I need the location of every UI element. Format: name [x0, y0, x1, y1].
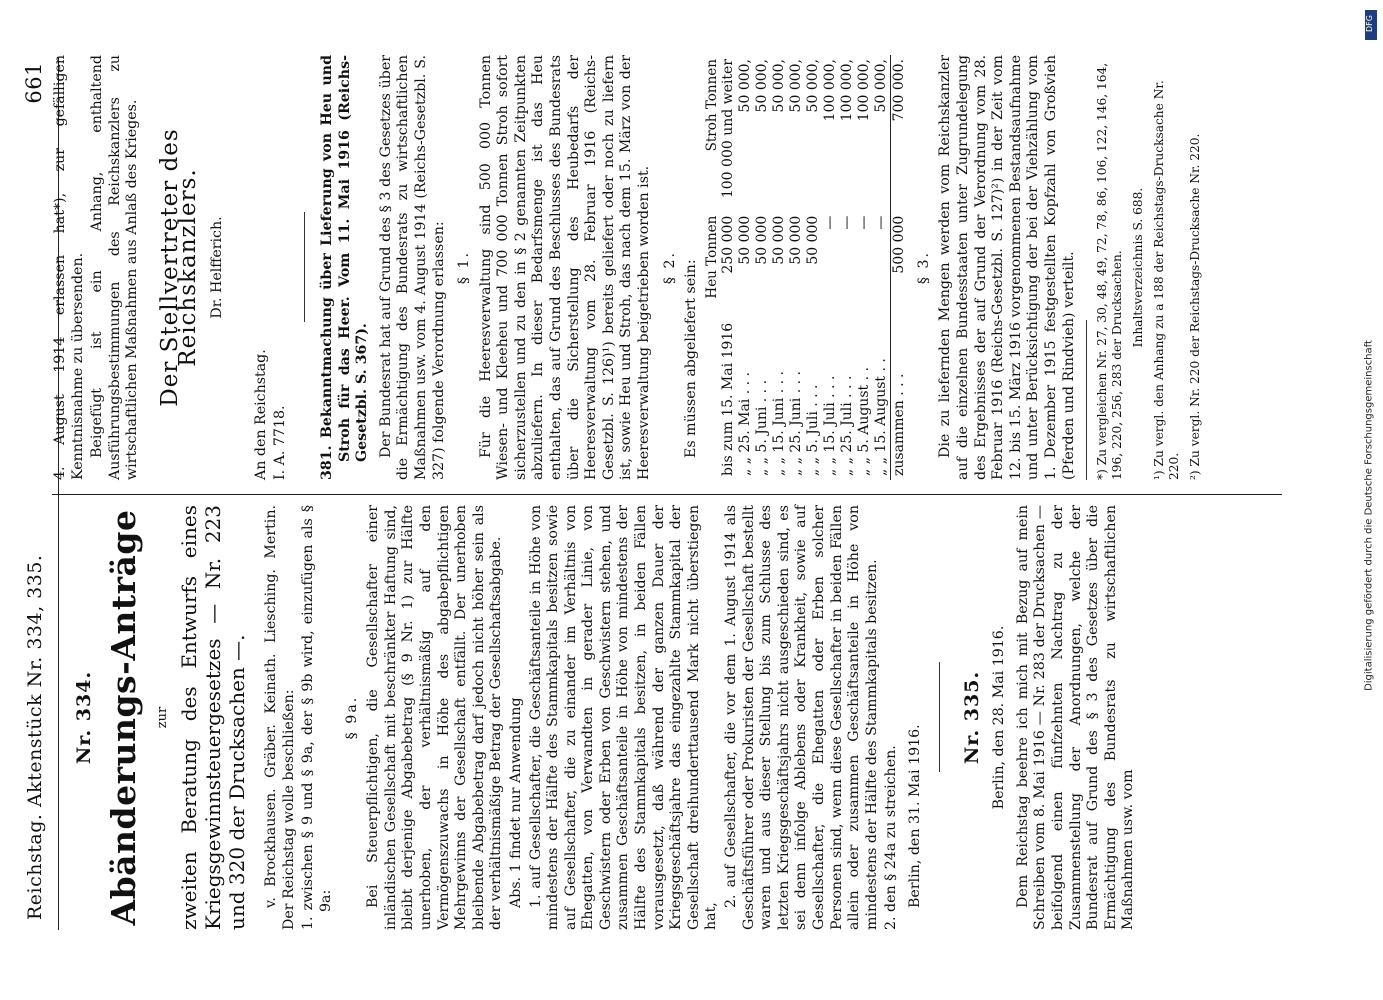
separator	[939, 663, 940, 773]
table-cell: 100 000 und weiter	[719, 59, 736, 199]
table-row	[873, 55, 891, 480]
page-number: 661	[22, 62, 46, 104]
table-cell: „ „ 15. August . .	[872, 358, 889, 476]
table-cell: 50 000,	[770, 59, 787, 113]
paragraph: Es müssen abgeliefert sein:	[683, 259, 700, 458]
table-row	[788, 55, 805, 480]
table-cell: 100 000,	[821, 59, 838, 122]
table-header-row	[705, 55, 720, 480]
paragraph: Abs. 1 findet nur Anwendung	[507, 697, 524, 908]
digitization-note-text: Digitalisierung gefördert durch die Deutsche Forschungsgemeinschaft	[1363, 340, 1375, 691]
table-cell: bis zum 15. Mai 1916	[719, 322, 736, 476]
delivery-table	[705, 55, 908, 480]
table-cell: —	[821, 215, 838, 230]
table-row	[856, 55, 873, 480]
paragraph: Beigefügt ist ein Anhang, enthaltend Ausführungsbestimmungen des Reichskanzlers zu wirtschaftlichen Maßnahmen aus Anlaß des Krieges.	[89, 55, 141, 480]
reference-number: I. A. 7718.	[272, 405, 289, 480]
table-header-cell: Stroh Tonnen	[703, 59, 720, 152]
table-row	[805, 55, 822, 480]
dfg-logo	[1365, 10, 1377, 40]
section-381-heading: 381. Bekanntmachung über Lieferung von Heu und Stroh für das Heer. Vom 11. Mai 1916 (Reichs-Gesetzbl. S. 367).	[318, 55, 371, 480]
header-title: Reichstag. Aktenstück Nr. 334, 335.	[24, 554, 46, 920]
footnote: ¹) Zu vergl. den Anhang zu a 188 der Reichstags-Drucksache Nr. 220.	[1152, 80, 1182, 480]
date-line: Berlin, den 31. Mai 1916.	[906, 724, 923, 908]
paragraph: 1. auf Gesellschafter, die Geschäftsanteile in Höhe von mindestens der Hälfte des Stammkapitals besitzen sowie auf Gesellschafter, die zu einander im Verhältnis von Ehegatten, von Verwandten in gerader Linie, von Geschwistern oder Erben von Geschwistern stehen, und zusammen Geschäftsanteile in Höhe von mindestens der Hälfte des Stammkapitals besitzen, in beiden Fällen vorausgesetzt, daß während der ganzen Dauer der Kriegsgeschäftsjahre das eingezahlte Stammkapital der Gesellschaft dreihunderttausend Mark nicht überstiegen hat,	[527, 505, 720, 930]
paragraph: Der Bundesrat hat auf Grund des § 3 des Gesetzes über die Ermächtigung des Bundesrats zu wirtschaftlichen Maßnahmen usw. vom 4. August 1914 (Reichs-Gesetzbl. S. 327) folgende Verordnung erlassen:	[377, 55, 447, 480]
table-cell: 100 000,	[838, 59, 855, 122]
table-cell: „ „ 15. Juni . . .	[770, 371, 787, 476]
section-1-label: § 1.	[456, 250, 473, 285]
table-cell: 50 000,	[753, 59, 770, 113]
table-cell: 700 000.	[890, 55, 908, 212]
zur-label: zur	[154, 706, 170, 729]
table-row	[737, 55, 754, 480]
footnote: Inhaltsverzeichnis S. 688.	[1131, 187, 1146, 348]
item-1: 1. zwischen § 9 und § 9a, der § 9b wird, einzufügen als § 9a:	[300, 505, 334, 930]
addressee: An den Reichstag.	[252, 349, 269, 480]
doc-number-334: Nr. 334.	[73, 670, 95, 765]
digitization-note	[1359, 60, 1381, 980]
table-row	[720, 55, 737, 480]
table-cell: „ „ 5. Juni . . .	[753, 379, 770, 476]
table-cell: „ „ 25. Juni . . .	[787, 371, 804, 476]
table-cell: 500 000	[890, 212, 908, 309]
table-cell: 50 000,	[787, 59, 804, 113]
table-header-cell: Heu Tonnen	[703, 215, 720, 299]
paragraph: 2. auf Gesellschafter, die vor dem 1. August 1914 als Geschäftsführer oder Prokuristen der Gesellschaft bestellt waren und aus dieser Stellung bis zum Schlusse des letzten Kriegsgeschäftsjahrs nicht ausgeschieden sind, es sei denn infolge Ablebens oder Krankheit, sowie auf Gesellschafter, die Ehegatten oder Erben solcher Personen sind, wenn diese Gesellschafter in beiden Fällen allein oder zusammen Geschäftsanteile in Höhe von mindestens der Hälfte des Stammkapitals besitzen.	[723, 505, 880, 930]
section-2-label: § 2.	[661, 250, 678, 285]
table-cell: —	[855, 215, 872, 230]
table-row	[822, 55, 839, 480]
column-divider	[52, 494, 1282, 495]
table-row	[771, 55, 788, 480]
paragraph: Dem Reichstag beehre ich mich mit Bezug auf mein Schreiben vom 8. Mai 1916 — Nr. 283 der Drucksachen — beifolgend einen fünfzehnten Nachtrag zu der Zusammenstellung der Anordnungen, welche der Bundesrat auf Grund des § 3 des Gesetzes über die Ermächtigung des Bundesrats zu wirtschaftlichen Maßnahmen usw. vom	[1014, 505, 1137, 930]
table-cell: 250 000	[719, 215, 736, 274]
running-header	[20, 50, 56, 950]
table-cell: zusammen . . .	[890, 308, 908, 480]
item-2: 2. den § 24a zu streichen.	[883, 745, 900, 930]
table-cell: „ „ 5. August . .	[855, 367, 872, 476]
table-cell: 50 000	[736, 215, 753, 265]
table-cell: 50 000,	[736, 59, 753, 113]
footnote: *) Zu vergleichen Nr. 27, 30, 48, 49, 72, 78, 86, 106, 122, 146, 164, 196, 220, 256, 283 der Drucksachen.	[1095, 62, 1125, 480]
footnote-rule	[1086, 320, 1087, 480]
motion-signatories: v. Brockhausen. Gräber. Keinath. Liesching. Mertin. Der Reichstag wolle beschließen:	[263, 505, 297, 930]
section-9a-label: § 9a.	[343, 695, 360, 740]
table-cell: 50 000	[804, 215, 821, 265]
paragraph: Bei Steuerpflichtigen, die Gesellschafter einer inländischen Gesellschaft mit beschränkter Haftung sind, bleibt derjenige Abgabebetrag (§ 9 Nr. 1) zur Hälfte unerhoben, der verhältnismäßig auf den Vermögenszuwachs in Höhe des abgabepflichtigen Mehrgewinns der Gesellschaft entfällt. Der unerhoben bleibende Abgabebetrag darf jedoch nicht höher sein als der verhältnismäßige Betrag der Gesellschaftsabgabe.	[365, 505, 505, 930]
separator	[304, 213, 305, 323]
bill-title: zweiten Beratung des Entwurfs eines Kriegsgewinnsteuergesetzes — Nr. 223 und 320 der Drucksachen —.	[177, 505, 250, 930]
table-header-cell	[705, 308, 720, 480]
section-3-label: § 3.	[915, 250, 932, 285]
right-column	[52, 55, 1302, 480]
scanned-page	[2, 50, 1312, 950]
paragraph: Für die Heeresverwaltung sind 500 000 Tonnen Wiesen- und Kleeheu und 700 000 Tonnen Stroh sofort sicherzustellen und zu den in § 2 genannten Zeitpunkten abzuliefern. In dieser Bedarfsmenge ist das Heu enthalten, das auf Grund des Beschlusses des Bundesrats über die Sicherstellung des Heubedarfs der Heeresverwaltung vom 28. Februar 1916 (Reichs-Gesetzbl. S. 126)¹) bereits geliefert oder noch zu liefern ist, sowie Heu und Stroh, das nach dem 15. März von der Heeresverwaltung beigetrieben worden ist.	[477, 55, 653, 480]
paragraph: 4. August 1914 erlassen hat*), zur gefälligen Kenntnisnahme zu übersenden.	[52, 55, 86, 480]
table-cell: —	[872, 215, 889, 230]
doc-number-335: Nr. 335.	[960, 670, 983, 765]
table-total-row	[890, 55, 908, 480]
table-cell: 50 000	[770, 215, 787, 265]
table-cell: 50 000,	[872, 59, 889, 113]
table-cell: 50 000,	[804, 59, 821, 113]
table-cell: „ „ 15. Juli . . .	[821, 375, 838, 476]
paragraph: Die zu liefernden Mengen werden vom Reichskanzler auf die einzelnen Bundesstaaten unter Zugrundelegung des Ergebnisses der auf Grund der Verordnung vom 28. Februar 1916 (Reichs-Gesetzbl. S. 127)²) in der Zeit vom 12. bis 15. März 1916 vorgenommenen Bestandsaufnahme und unter Berücksichtigung der bei der Viehzählung vom 1. Dezember 1915 festgestellten Kopfzahl von Großvieh (Pferden und Rindvieh) verteilt.	[937, 55, 1077, 480]
table-cell: 100 000,	[855, 59, 872, 122]
table-cell: „ „ 5. Juli . . .	[804, 384, 821, 476]
footnote: ²) Zu vergl. Nr. 220 der Reichstags-Drucksache Nr. 220.	[1188, 133, 1203, 480]
date-line: Berlin, den 28. Mai 1916.	[991, 625, 1008, 810]
dfg-logo-text: DFG	[1365, 15, 1374, 32]
table-cell: „ „ 25. Mai . . .	[736, 372, 753, 476]
table-row	[754, 55, 771, 480]
table-cell: —	[838, 215, 855, 230]
table-row	[839, 55, 856, 480]
table-cell: „ „ 25. Juli . . .	[838, 375, 855, 476]
table-cell: 50 000	[753, 215, 770, 265]
table-cell: 50 000	[787, 215, 804, 265]
signature-name: Dr. Helfferich.	[209, 216, 226, 319]
left-column	[52, 505, 1302, 930]
amendment-heading: Abänderungs-Anträge	[103, 509, 143, 926]
signature-title: Der Stellvertreter des Reichskanzlers.	[156, 128, 201, 407]
